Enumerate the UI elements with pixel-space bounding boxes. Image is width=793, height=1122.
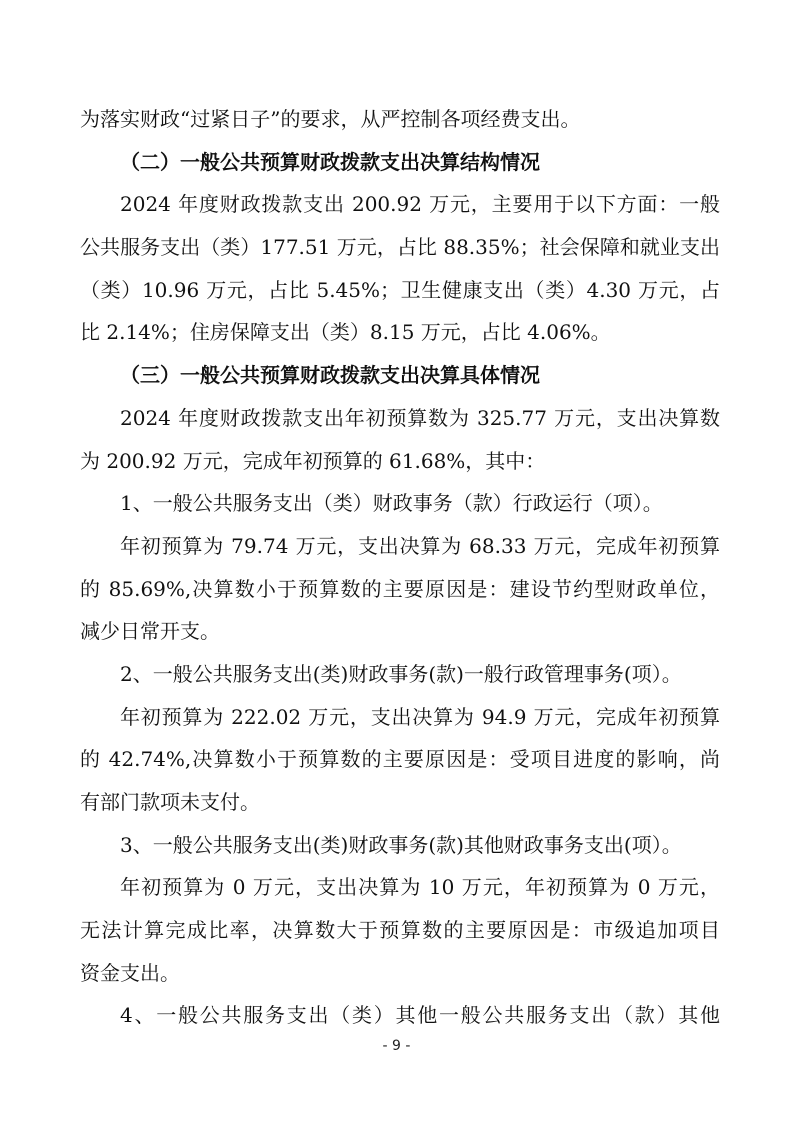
- item-heading-4: 4、一般公共服务支出（类）其他一般公共服务支出（款）其他: [120, 1003, 720, 1028]
- paragraph-line-19: 年初预算为 0 万元，支出决算为 10 万元，年初预算为 0 万元，: [120, 875, 720, 900]
- paragraph-line-17: 有部门款项未支付。: [80, 790, 260, 814]
- paragraph-line-9: 为 200.92 万元，完成年初预算的 61.68%，其中：: [80, 448, 546, 473]
- paragraph-line-15: 年初预算为 222.02 万元，支出决算为 94.9 万元，完成年初预算: [120, 704, 720, 729]
- paragraph-line-13: 减少日常开支。: [80, 619, 220, 644]
- section-heading-3: （三）一般公共预算财政拨款支出决算具体情况: [120, 363, 540, 388]
- page-number: - 9 -: [382, 1038, 411, 1054]
- paragraph-line-8: 2024 年度财政拨款支出年初预算数为 325.77 万元，支出决算数: [120, 405, 720, 430]
- document-body: [80, 98, 720, 1037]
- section-heading-2: （二）一般公共预算财政拨款支出决算结构情况: [120, 149, 540, 174]
- paragraph-line-6: 比 2.14%；住房保障支出（类）8.15 万元，占比 4.06%。: [80, 320, 611, 345]
- paragraph-line-5: （类）10.96 万元，占比 5.45%；卫生健康支出（类）4.30 万元，占: [80, 277, 720, 302]
- paragraph-line-1: 为落实财政“过紧日子”的要求，从严控制各项经费支出。: [80, 107, 581, 131]
- item-heading-3: 3、一般公共服务支出(类)财政事务(款)其他财政事务支出(项）。: [120, 832, 682, 857]
- paragraph-line-3: 2024 年度财政拨款支出 200.92 万元，主要用于以下方面：一般: [120, 192, 720, 217]
- paragraph-line-21: 资金支出。: [80, 960, 180, 985]
- paragraph-line-11: 年初预算为 79.74 万元，支出决算为 68.33 万元，完成年初预算: [120, 533, 720, 558]
- paragraph-line-4: 公共服务支出（类）177.51 万元，占比 88.35%；社会保障和就业支出: [80, 235, 720, 260]
- paragraph-line-20: 无法计算完成比率，决算数大于预算数的主要原因是：市级追加项目: [80, 918, 720, 943]
- paragraph-line-16: 的 42.74%,决算数小于预算数的主要原因是：受项目进度的影响，尚: [80, 747, 720, 772]
- item-heading-2: 2、一般公共服务支出(类)财政事务(款)一般行政管理事务(项）。: [120, 661, 682, 686]
- item-heading-1: 1、一般公共服务支出（类）财政事务（款）行政运行（项）。: [120, 491, 663, 516]
- paragraph-line-12: 的 85.69%,决算数小于预算数的主要原因是：建设节约型财政单位，: [80, 576, 720, 601]
